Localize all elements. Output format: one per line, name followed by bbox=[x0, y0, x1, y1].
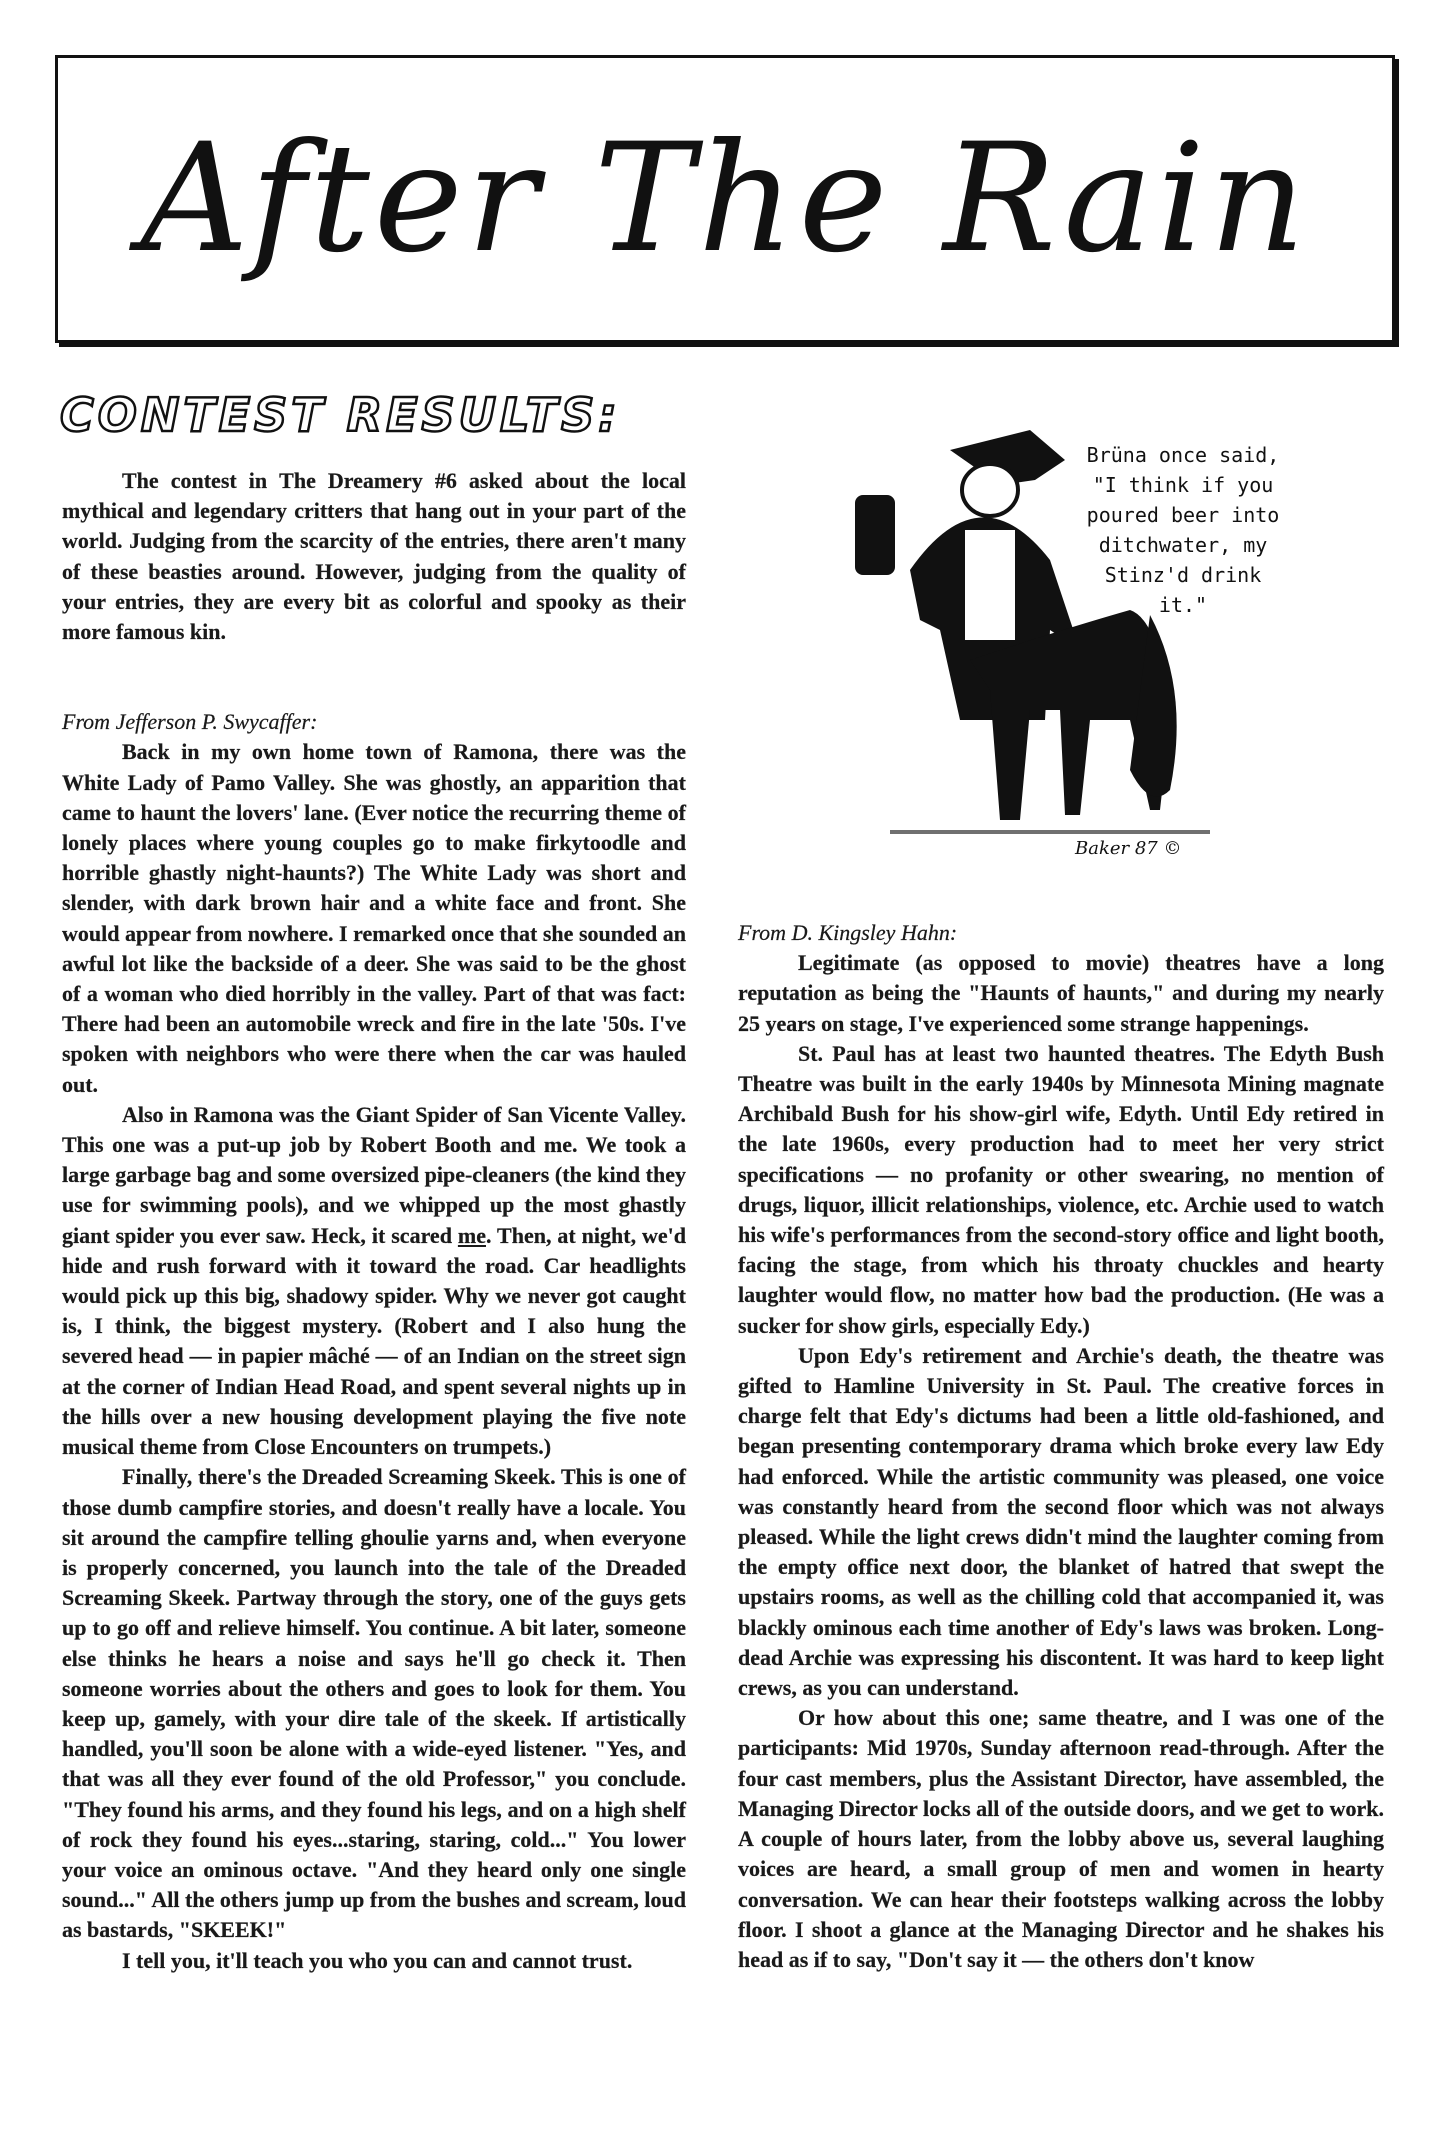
paragraph: I tell you, it'll teach you who you can and cannot trust. bbox=[122, 1947, 633, 1973]
artist-signature: Baker 87 © bbox=[1075, 838, 1182, 859]
left-column bbox=[62, 466, 686, 1976]
cartoon-caption bbox=[1068, 440, 1298, 620]
right-column bbox=[738, 918, 1384, 1975]
paragraph: Or how about this one; same theatre, and I was one of the participants: Mid 1970s, Sunday afternoon read-through. After the four cast members, plus the Assistant Director, have assembled, the Managing Director locks all of the outside doors, and we get to work. A couple of hours later, from the lobby above us, several laughing voices are heard, a small group of men and women in hearty conversation. We can hear their footsteps walking across the lobby floor. I shoot a glance at the Managing Director and he shakes his head as if to say, "Don't say it — the others don't know bbox=[738, 1705, 1384, 1972]
caption-line: it." bbox=[1158, 593, 1208, 617]
film-title: Close Encounters bbox=[254, 1434, 419, 1460]
page-title: After The Rain bbox=[140, 112, 1310, 286]
paragraph bbox=[62, 1100, 686, 1462]
caption-line: "I think if you bbox=[1092, 473, 1274, 497]
emphasis: me bbox=[457, 1222, 486, 1248]
paragraph: Legitimate (as opposed to movie) theatres have a long reputation as being the "Haunts of haunts," and during my nearly 25 years on stage, I've experienced some strange happenings. bbox=[738, 950, 1384, 1036]
title-box bbox=[55, 55, 1395, 343]
paragraph: Finally, there's the Dreaded Screaming Skeek. This is one of those dumb campfire stories, and doesn't really have a locale. You sit around the campfire telling ghoulie yarns and, when everyone is properly concerned, you launch into the tale of the Dreaded Screaming Skeek. Partway through the story, one of the guys gets up to go off and relieve himself. You continue. A bit later, someone else thinks he hears a noise and says he'll go check it. Then someone worries about the others and goes to look for them. You keep up, gamely, with your dire tale of the skeek. If artistically handled, you'll soon be alone with a wide-eyed listener. "Yes, and that was all they ever found of the old Professor," you conclude. "They found his arms, and they found his legs, and on a high shelf of rock they found his eyes...staring, staring, cold..." You lower your voice an ominous octave. "And they heard only one single sound..." All the others jump up from the bushes and scream, loud as bastards, "SKEEK!" bbox=[62, 1464, 686, 1943]
magazine-title: The Dreamery bbox=[279, 468, 423, 493]
caption-line: Brüna once said, bbox=[1086, 443, 1280, 467]
caption-line: poured beer into bbox=[1086, 503, 1280, 527]
intro-paragraph bbox=[62, 466, 686, 647]
text: . Then, at night, we'd hide and rush forward with it toward the road. Car headlights would pick up this big, shadowy spider. Why we never got caught is, I think, the biggest mystery. (Robert and I also hung the severed head — in papier mâché — of an Indian on the street sign at the corner of Indian Head Road, and spent several nights up in the hills over a new housing development playing the five note musical theme from bbox=[62, 1222, 687, 1460]
section-heading: CONTEST RESULTS: bbox=[60, 388, 621, 442]
byline: From D. Kingsley Hahn: bbox=[738, 920, 958, 945]
paragraph: Back in my own home town of Ramona, there was the White Lady of Pamo Valley. She was ghostly, an apparition that came to haunt the lovers' lane. (Ever notice the recurring theme of lonely places where young couples go to make firkytoodle and horrible ghastly night-haunts?) The White Lady was short and slender, with dark brown hair and a white face and front. She would appear from nowhere. I remarked once that she sounded an awful lot like the backside of a deer. She was said to be the ghost of a woman who died horribly in the valley. Part of that was fact: There had been an automobile wreck and fire in the late '50s. I've spoken with neighbors who were there when the car was hauled out. bbox=[62, 739, 686, 1097]
paragraph: St. Paul has at least two haunted theatres. The Edyth Bush Theatre was built in the early 1940s by Minnesota Mining magnate Archibald Bush for his show-girl wife, Edyth. Until Edy retired in the late 1960s, every production had to meet her very strict specifications — no profanity or other swearing, no mention of drugs, liquor, illicit relationships, violence, etc. Archie used to watch his wife's performances from the second-story office and light booth, facing the stage, from which his throaty chuckles and hearty laughter would flow, no matter how bad the production. (He was a sucker for show girls, especially Edy.) bbox=[738, 1040, 1384, 1338]
beer-stein bbox=[855, 495, 895, 575]
byline: From Jefferson P. Swycaffer: bbox=[62, 709, 318, 735]
text: The contest in bbox=[122, 468, 280, 493]
text: on trumpets.) bbox=[418, 1434, 552, 1460]
text: Also in Ramona was the Giant Spider of San Vicente Valley. This one was a put-up job by Robert Booth and me. We took a large garbage bag and some oversized pipe-cleaners (the kind they use for swimming pools), and we whipped up the most ghastly giant spider you ever saw. Heck, it scared bbox=[62, 1101, 686, 1248]
paragraph: Upon Edy's retirement and Archie's death, the theatre was gifted to Hamline University in St. Paul. The creative forces in charge felt that Edy's dictums had been a little old-fashioned, and began presenting contemporary drama which broke every law Edy had enforced. While the artistic community was pleased, one voice was constantly heard from the second floor which was not always pleased. While the light crews didn't mind the laughter coming from the empty office next door, the blanket of hatred that swept the upstairs rooms, as well as the chilling cold that accompanied it, was blackly ominous each time another of Edy's laws was broken. Long-dead Archie was expressing his discontent. It was hard to keep light crews, as you can understand. bbox=[738, 1342, 1384, 1701]
text: #6 asked about the local mythical and legendary critters that hang out in your part of the world. Judging from the scarcity of the entries, there aren't many of these beasties around. However, judging from the quality of your entries, they are every bit as colorful and spooky as their more famous kin. bbox=[62, 468, 686, 645]
caption-line: Stinz'd drink bbox=[1104, 563, 1262, 587]
caption-line: ditchwater, my bbox=[1098, 533, 1268, 557]
